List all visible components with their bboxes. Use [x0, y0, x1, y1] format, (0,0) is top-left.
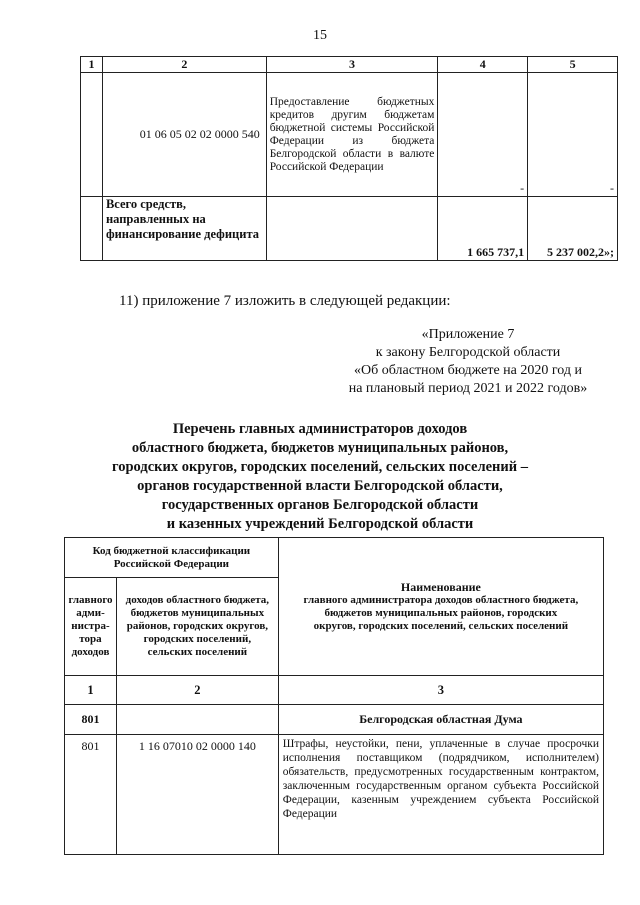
heading-line: Перечень главных администраторов доходов	[172, 421, 468, 437]
paragraph-11: 11) приложение 7 изложить в следующей редакции:	[119, 293, 451, 309]
page-number: 15	[313, 28, 327, 43]
col1-header: главного адми- нистра- тора доходов	[65, 578, 117, 676]
classification-code: 01 06 05 02 02 0000 540	[102, 73, 266, 197]
col-number: 1	[65, 676, 117, 705]
sources-table	[80, 56, 618, 261]
row-value-col4: -	[438, 73, 528, 197]
col2-header: доходов областного бюджета, бюджетов муниципальных районов, городских округов, городских поселений, сельских поселений	[116, 578, 278, 676]
table-header-row	[81, 57, 618, 73]
heading-line: государственных органов Белгородской области	[161, 497, 479, 513]
appendix-line: «Об областном бюджете на 2020 год и	[354, 363, 582, 378]
administrator-name: Белгородская областная Дума	[278, 705, 603, 735]
income-description: Штрафы, неустойки, пени, уплаченные в случае просрочки исполнения поставщиком (подрядчиком, исполнителем) обязательств, предусмотренных государственным контрактом, заключенным государственным органом субъекта Российской Федерации, казенным учреждением субъекта Российской Федерации	[278, 735, 603, 855]
income-code	[116, 705, 278, 735]
col-number: 2	[116, 676, 278, 705]
col3-header	[278, 538, 603, 676]
col-number: 3	[278, 676, 603, 705]
number-row	[65, 676, 604, 705]
col3-header-title: Наименование	[400, 579, 481, 594]
total-col5: 5 237 002,2»;	[528, 197, 618, 261]
table-row	[81, 73, 618, 197]
income-code: 1 16 07010 02 0000 140	[116, 735, 278, 855]
total-col4: 1 665 737,1	[438, 197, 528, 261]
col-header: 1	[81, 57, 103, 73]
heading-line: и казенных учреждений Белгородской области	[166, 516, 474, 532]
appendix-line: к закону Белгородской области	[375, 345, 561, 360]
admin-code: 801	[65, 705, 117, 735]
header-group: Код бюджетной классификации Российской Федерации	[65, 538, 279, 578]
heading-line: городских округов, городских поселений, сельских поселений –	[112, 459, 528, 475]
total-label: Всего средств, направленных на финансирование дефицита	[102, 197, 266, 261]
document-heading	[0, 420, 640, 534]
table-row	[65, 735, 604, 855]
col-header: 4	[438, 57, 528, 73]
total-row	[81, 197, 618, 261]
heading-line: областного бюджета, бюджетов муниципальных районов,	[131, 440, 509, 456]
col-header: 3	[266, 57, 438, 73]
col-header: 5	[528, 57, 618, 73]
appendix-line: «Приложение 7	[421, 327, 515, 342]
administrators-table	[64, 537, 604, 855]
heading-line: органов государственной власти Белгородской области,	[137, 478, 503, 494]
row-value-col5: -	[528, 73, 618, 197]
admin-code: 801	[65, 735, 117, 855]
row-description: Предоставление бюджетных кредитов другим бюджетам бюджетной системы Российской Федерации из бюджета Белгородской области в валюте Российской Федерации	[266, 73, 438, 197]
col3-header-text: главного администратора доходов областного бюджета, бюджетов муниципальных районов, городских округов, городских поселений, сельских поселений	[303, 593, 579, 632]
table-row	[65, 705, 604, 735]
appendix-reference	[338, 326, 598, 398]
col-header: 2	[102, 57, 266, 73]
appendix-line: на плановый период 2021 и 2022 годов»	[348, 381, 588, 396]
